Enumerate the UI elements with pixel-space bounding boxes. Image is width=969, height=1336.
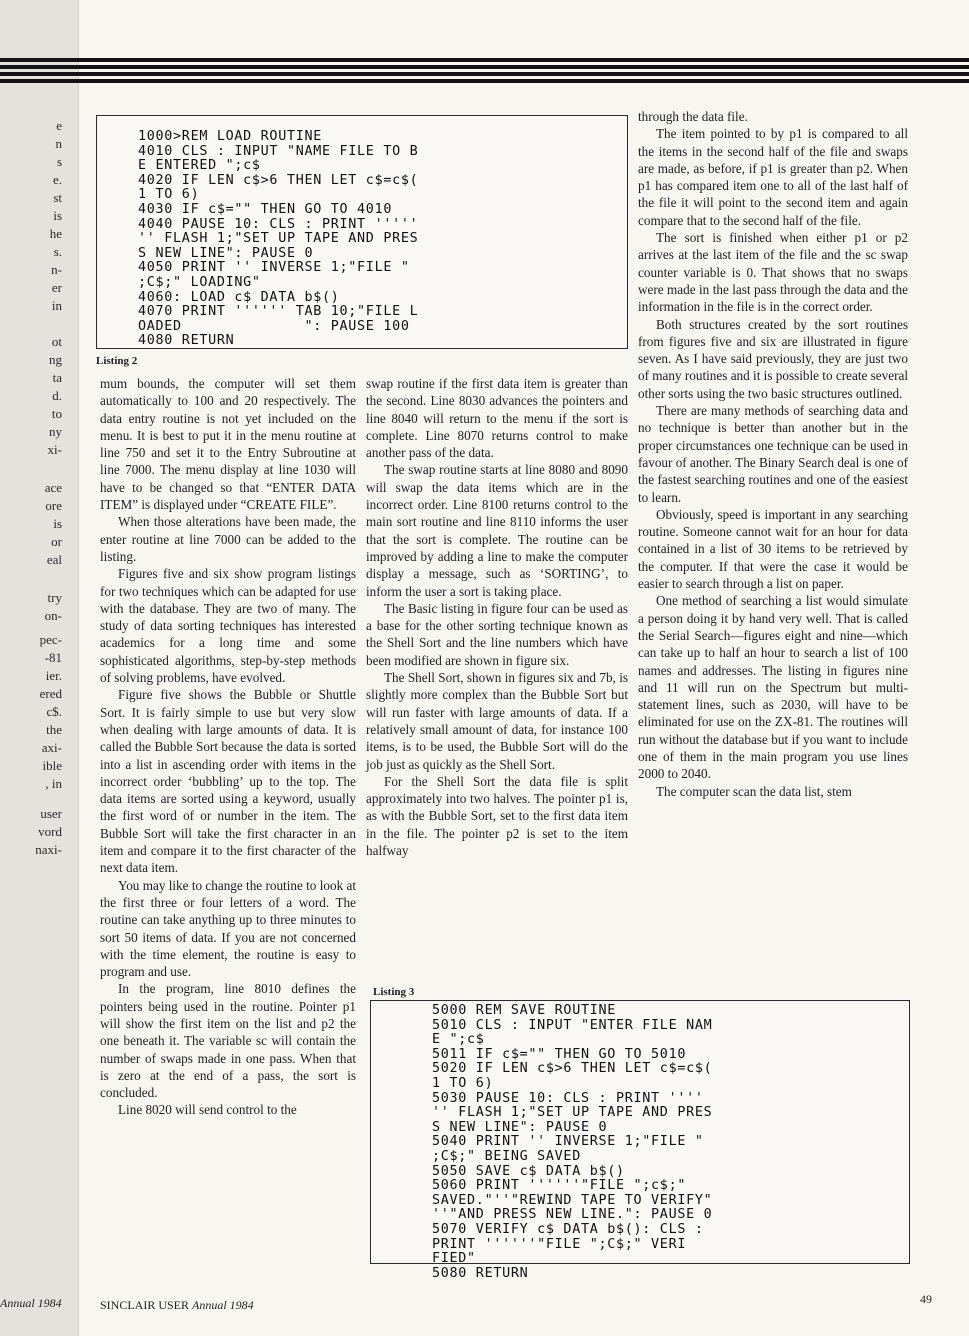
article-column-2 [366, 375, 628, 859]
gutter-text-fragment: xi- [47, 442, 62, 457]
paragraph: Figure five shows the Bubble or Shuttle Sort. It is fairly simple to use but very slow when dealing with large amounts of data. It is called the Bubble Sort because the data is sorted into a list in ascending order with items in the incorrect order ‘bubbling’ up to the top. The data items are sorted using a keyword, usually the first word of or number in the item. The Bubble Sort will take the first character in an item and compare it to the first character of the next data item. [100, 687, 356, 876]
previous-page-edge [0, 0, 79, 1336]
gutter-text-fragment: s. [53, 244, 62, 259]
gutter-text-fragment: is [53, 208, 62, 223]
gutter-text-fragment: st [53, 190, 62, 205]
paragraph: There are many methods of searching data and no technique is better than another but in the proper circumstances one technique can be used in favour of another. The Binary Search deal is one of the fastest searching routines and one of the easiest to learn. [638, 403, 909, 505]
gutter-text-fragment: he [49, 226, 62, 241]
gutter-text-fragment: ered [39, 686, 62, 701]
gutter-text-fragment: ta [52, 370, 62, 385]
paragraph: Line 8020 will send control to the [118, 1102, 297, 1118]
gutter-text-fragment: -81 [44, 650, 62, 665]
listing-3-code: 5000 REM SAVE ROUTINE 5010 CLS : INPUT "ENTER FILE NAM E ";c$ 5011 IF c$="" THEN GO TO 5010 5020 IF LEN c$>6 THEN LET c$=c$( 1 TO 6) 5030 PAUSE 10: CLS : PRINT '''' '' FLASH 1;"SET UP TAPE AND PRES S NEW LINE": PAUSE 0 5040 PRINT '' INVERSE 1;"FILE " ;C$;" BEING SAVED 5050 SAVE c$ DATA b$() 5060 PRINT ''''''"FILE ";c$;" SAVED."''"REWIND TAPE TO VERIFY" ''"AND PRESS NEW LINE.": PAUSE 0 5070 VERIFY c$ DATA b$(): CLS : PRINT ''''''"FILE ";C$;" VERI FIED" 5080 RETURN [432, 1003, 713, 1281]
rule-line [0, 79, 969, 83]
article-column-3 [638, 108, 908, 800]
gutter-text-fragment: , in [45, 776, 62, 791]
paragraph: mum bounds, the computer will set them automatically to 100 and 20 respectively. The data entry routine is not yet included on the menu. It is best to put it in the menu routine at line 750 and set it to the Entry Subroutine at line 7000. The menu display at line 1030 will have to be changed so that “ENTER DATA ITEM” is displayed under “CREATE FILE”. [100, 376, 356, 513]
paragraph: through the data file. [638, 109, 748, 124]
gutter-text-fragment: ace [44, 480, 62, 495]
gutter-text-fragment: the [46, 722, 62, 737]
rule-line [0, 58, 969, 62]
gutter-text-fragment: c$. [46, 704, 62, 719]
gutter-text-fragment: ible [42, 758, 62, 773]
paragraph: Both structures created by the sort routines from figures five and six are illustrated in figure seven. As I have said previously, they are just two of many routines and it is possible to create several other sorts using the two basic structures outlined. [638, 316, 908, 401]
header-rules [0, 58, 969, 86]
paragraph: The Basic listing in figure four can be used as a base for the other sorting technique known as the Shell Sort and the line numbers which have been modified are shown in figure six. [366, 600, 628, 668]
gutter-text-fragment: on- [44, 608, 62, 623]
gutter-text-fragment: d. [52, 388, 62, 403]
gutter-text-fragment: e [56, 118, 62, 133]
gutter-text-fragment: ore [45, 498, 62, 513]
paragraph: The Shell Sort, shown in figures six and 7b, is slightly more complex than the Bubble Sort but will run faster with large amounts of data. If a relatively small amount of data, for instance 100 items, is to be used, the Bubble Sort will do the job just as quickly as the Shell Sort. [366, 670, 628, 772]
paragraph: Obviously, speed is important in any searching routine. Someone cannot wait for an hour for data contained in a list of 30 items to be retrieved by the computer. If that were the case it would be easier to search through a list on paper. [638, 506, 908, 592]
gutter-text-fragment: n- [51, 262, 62, 277]
gutter-text-fragment: vord [38, 824, 62, 839]
listing-2-caption: Listing 2 [96, 355, 138, 367]
paragraph: For the Shell Sort the data file is split approximately into two halves. The pointer p1 is, as with the Bubble Sort, set to the first data item in the file. The pointer p2 is set to the item halfway [366, 773, 628, 859]
gutter-text-fragment: ny [49, 424, 62, 439]
gutter-text-fragment: ot [51, 334, 62, 349]
gutter-text-fragment: ier. [45, 668, 62, 683]
gutter-text-fragment: ng [49, 352, 62, 367]
gutter-text-fragment: user [40, 806, 62, 821]
gutter-text-fragment: to [51, 406, 62, 421]
magazine-name: SINCLAIR USER [100, 1298, 190, 1312]
gutter-text-fragment: axi- [41, 740, 62, 755]
paragraph: When those alterations have been made, the enter routine at line 7000 can be added to the listing. [100, 514, 356, 564]
page-footer [100, 1298, 254, 1313]
paragraph: One method of searching a list would simulate a person doing it by hand very well. That is called the Serial Search—figures eight and nine—which can take up to half an hour to search a list of 100 names and addresses. The listing in figures nine and 11 will run on the Spectrum but multi-statement lines, such as 2030, will have to be eliminated for use on the ZX-81. The routines will run without the database but if you want to include one of them in the main program you use lines 2000 to 2040. [638, 593, 908, 782]
gutter-text-fragment: is [53, 516, 62, 531]
gutter-text-fragment: eal [46, 552, 62, 567]
gutter-text-fragment: in [51, 298, 62, 313]
paragraph: The computer scan the data list, stem [656, 783, 852, 799]
listing-2-code: 1000>REM LOAD ROUTINE 4010 CLS : INPUT "NAME FILE TO B E ENTERED ";c$ 4020 IF LEN c$>6 THEN LET c$=c$( 1 TO 6) 4030 IF c$="" THEN GO TO 4010 4040 PAUSE 10: CLS : PRINT ''''' '' FLASH 1;"SET UP TAPE AND PRES S NEW LINE": PAUSE 0 4050 PRINT '' INVERSE 1;"FILE " ;C$;" LOADING" 4060: LOAD c$ DATA b$() 4070 PRINT '''''' TAB 10;"FILE L OADED ": PAUSE 100 4080 RETURN [138, 129, 419, 349]
paragraph: swap routine if the first data item is greater than the second. Line 8030 advances the pointers and line 8040 will return to the menu if the sort is complete. Line 8070 returns control to make another pass of the data. [366, 376, 628, 461]
gutter-text-fragment: naxi- [35, 842, 62, 857]
gutter-text-fragment: try [47, 590, 62, 605]
paragraph: The sort is finished when either p1 or p2 arrives at the last item of the file and the sc swap counter variable is 0. That shows that no swaps were made in the last pass through the data and the information in the file is in the correct order. [638, 230, 908, 315]
gutter-text-fragment: er [51, 280, 62, 295]
listing-3-caption: Listing 3 [373, 986, 415, 998]
paragraph: The item pointed to by p1 is compared to all the items in the second half of the file and swaps are made, as before, if p1 is greater than p2. When p1 has compared item one to all of the last half of the file it will point to the second item and again compare that to the second half of the file. [638, 126, 908, 228]
gutter-text-fragment: n [55, 136, 62, 151]
paragraph: Figures five and six show program listings for two techniques which can be adapted for use with the database. They are two of many. The study of data sorting techniques has interested academics for a long time and some sophisticated algorithms, step-by-step methods of solving problems, have evolved. [100, 566, 356, 686]
gutter-text-fragment: e. [52, 172, 62, 187]
issue-name: Annual 1984 [192, 1298, 254, 1312]
gutter-text-fragment: s [56, 154, 62, 169]
rule-line [0, 65, 969, 69]
rule-line [0, 72, 969, 76]
gutter-footer: Annual 1984 [0, 1296, 62, 1310]
gutter-text-fragment: or [51, 534, 62, 549]
article-column-1 [100, 375, 356, 1119]
gutter-text-fragment: pec- [39, 632, 62, 647]
paragraph: In the program, line 8010 defines the pointers being used in the routine. Pointer p1 will show the first item on the list and p2 the one beneath it. The variable sc will contain the number of swaps made in one pass. When that is zero at the end of a pass, the sort is concluded. [100, 981, 356, 1101]
paragraph: The swap routine starts at line 8080 and 8090 will swap the data items which are in the incorrect order. Line 8100 returns control to the main sort routine and line 8110 informs the user that the sort is complete. The routine can be improved by adding a line to make the computer display a message, such as ‘SORTING’, to inform the user a sort is taking place. [366, 462, 628, 599]
page-number: 49 [920, 1292, 932, 1306]
paragraph: You may like to change the routine to look at the first three or four letters of a word. The routine can take anything up to three minutes to sort 50 items of data. If you are not concerned with the time element, the routine is easy to program and use. [100, 877, 356, 980]
